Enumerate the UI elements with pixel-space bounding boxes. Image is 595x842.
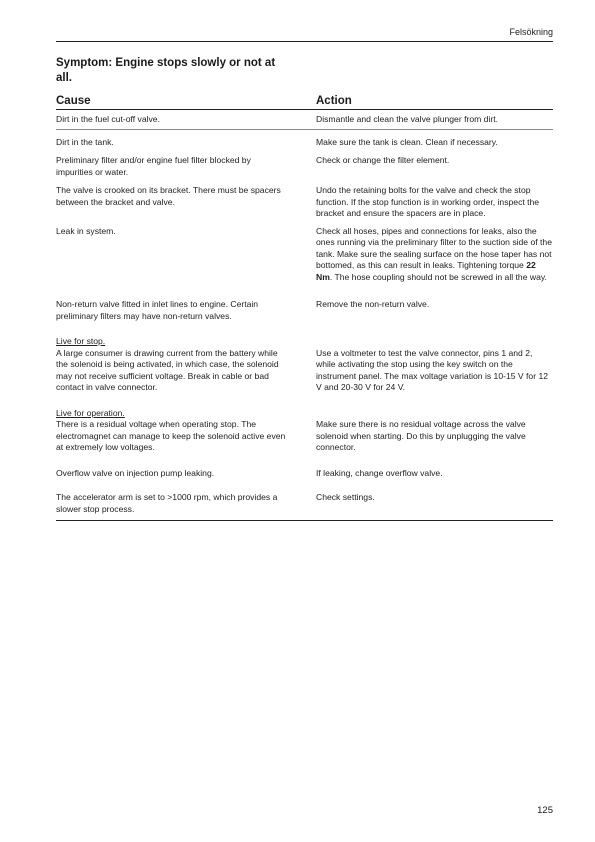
table-row [56, 492, 553, 515]
table-row [56, 408, 553, 454]
cause-text: A large consumer is drawing current from the battery while the solenoid is being activated, in which case, the solenoid may not receive sufficient voltage. Break in cable or bad contact in valve connector. [56, 347, 279, 392]
cause-cell [56, 336, 316, 394]
action-cell: If leaking, change overflow valve. [316, 467, 443, 478]
action-text: Check all hoses, pipes and connections for leaks, also the ones running via the preliminary filter to the suction side of the tank. Make sure the sealing surface on the hose taper has not bottomed, as this can result in leaks. Tightening torque [316, 225, 552, 270]
cause-subheading: Live for stop. [56, 336, 106, 346]
cause-text: There is a residual voltage when operating stop. The electromagnet can manage to keep the solenoid active even at extremely low voltages. [56, 419, 286, 452]
cause-cell [56, 408, 316, 454]
action-column-header: Action [316, 95, 352, 107]
section-header: Felsökning [509, 27, 553, 37]
table-row [56, 336, 553, 394]
header-rule [56, 41, 553, 42]
page-number: 125 [537, 805, 553, 816]
action-cell: Make sure the tank is clean. Clean if necessary. [316, 136, 498, 147]
cause-cell: The valve is crooked on its bracket. There must be spacers between the bracket and valve. [56, 185, 281, 207]
troubleshooting-table [56, 114, 553, 522]
action-text: . The hose coupling should not be screwed in all the way. [329, 271, 547, 282]
table-row [56, 185, 553, 220]
table-row [56, 226, 553, 284]
action-cell: Use a voltmeter to test the valve connector, pins 1 and 2, while activating the stop using the key switch on the instrument panel. The max voltage variation is 10-15 V for 12 V and 20-30 V for 24 V. [316, 347, 548, 392]
table-row [56, 299, 553, 322]
cause-cell: Dirt in the tank. [56, 136, 114, 147]
cause-cell: Overflow valve on injection pump leaking. [56, 467, 215, 478]
cause-column-header: Cause [56, 95, 91, 107]
action-cell: Dismantle and clean the valve plunger from dirt. [316, 114, 553, 130]
table-row [56, 114, 553, 130]
table-row [56, 155, 553, 178]
action-cell: Remove the non-return valve. [316, 299, 430, 309]
table-row [56, 137, 553, 149]
table-row [56, 468, 553, 480]
torque-value: 22 Nm [316, 260, 536, 282]
column-header-rule [56, 109, 553, 110]
action-cell: Check or change the filter element. [316, 155, 450, 165]
action-cell: Undo the retaining bolts for the valve and check the stop function. If the stop function is in working order, inspect the bracket and ensure the spacers are in place. [316, 185, 540, 218]
cause-subheading: Live for operation. [56, 407, 125, 418]
action-cell [316, 226, 553, 284]
cause-cell: The accelerator arm is set to >1000 rpm, which provides a slower stop process. [56, 492, 278, 514]
cause-cell: Leak in system. [56, 225, 116, 236]
symptom-title: Symptom: Engine stops slowly or not at all. [56, 57, 276, 84]
cause-cell: Preliminary filter and/or engine fuel filter blocked by impurities or water. [56, 155, 251, 177]
cause-cell: Dirt in the fuel cut-off valve. [56, 114, 316, 130]
table-bottom-rule [56, 520, 553, 521]
action-cell: Make sure there is no residual voltage across the valve solenoid when starting. Do this by unplugging the valve connector. [316, 419, 526, 452]
cause-cell: Non-return valve fitted in inlet lines to engine. Certain preliminary filters may have non-return valves. [56, 299, 259, 321]
action-cell: Check settings. [316, 492, 375, 502]
